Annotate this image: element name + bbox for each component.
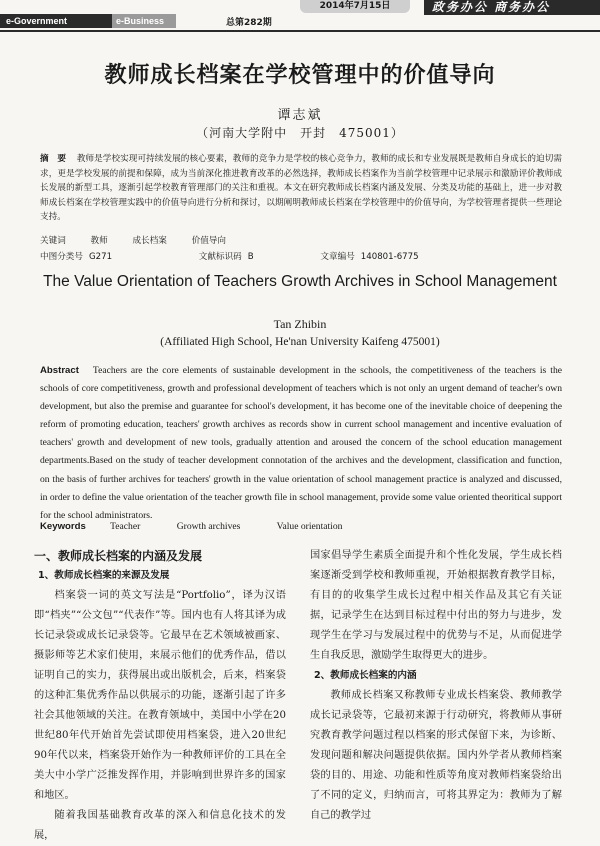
clc	[40, 250, 134, 262]
section-name: 政务办公 商务办公	[424, 0, 600, 15]
body-paragraph: 教师成长档案又称教师专业成长档案袋、教师教学成长记录袋等，它最初来源于行动研究，将教师从事研究教育教学问题过程以档案的形式保留下来，为诊断、发现问题和解决问题提供依据。国内外学者从教师档案袋的目的、用途、功能和性质等角度对教师档案袋给出了不同的定义，归纳而言，可将其界定为：教师为了解自己的教学过	[310, 690, 562, 821]
article-no-value: 140801-6775	[360, 252, 419, 262]
keywords-cn-label: 关键词	[40, 236, 66, 246]
keyword-cn: 价值导向	[191, 236, 226, 246]
keywords-cn	[40, 234, 248, 246]
affiliation-cn: （河南大学附中 开封 475001）	[196, 126, 404, 140]
header-rule	[0, 30, 600, 32]
body-paragraph: 档案袋一词的英文写法是“Portfolio”，译为汉语即“档夹”“公文包”“代表作”等。国内也有人将其译为成长记录袋或成长记录袋等。它最早在艺术领域被画家、摄影师等艺术家们使用，来展示他们的优秀作品，借以证明自己的实力，获得展出或出版机会，后来，档案袋的这种汇集优秀作品以供展示的功能，逐渐引起了许多社会其他领域的关注。在教育领域中，美国中小学在20世纪80年代开始首先尝试即使用档案袋，进入20世纪90年代以来，档案袋开始作为一种教师评价的工具在全美大中小学广泛推发挥作用，并影响到世界许多的国家和地区。	[34, 590, 286, 801]
body-paragraph: 国家倡导学生素质全面提升和个性化发展，学生成长档案逐渐受到学校和教师重视，开始根据教育教学目标，有目的的收集学生成长过程中相关作品及其它有关证据，记录学生在达到目标过程中付出的努力与进步，发现学生在学习与发展过程中的优势与不足，从而促进学生自我反思，激励学生取得更大的进步。	[310, 550, 562, 661]
keyword-en: Value orientation	[276, 521, 343, 532]
doc-code-label: 文献标识码	[198, 252, 242, 262]
keyword-cn: 成长档案	[132, 236, 167, 246]
clc-label: 中图分类号	[40, 252, 83, 262]
issue-number: 总第282期	[226, 18, 272, 28]
section-tag-secondary: e-Business	[112, 14, 176, 28]
body-paragraph: 随着我国基础教育改革的深入和信息化技术的发展，	[34, 810, 286, 841]
abstract-en	[40, 362, 562, 525]
author-en: Tan Zhibin	[273, 317, 327, 331]
section-heading: 一、教师成长档案的内涵及发展	[34, 549, 203, 563]
subsection-heading: 2、教师成长档案的内涵	[314, 670, 417, 681]
abstract-en-text: Teachers are the core elements of sustainable development in the schools, the competitiveness of the teachers is the schools of core competitiveness, growth and professional development of teachers which is not only an urgent demand of teacher's own development, but also the premise and guarantee for school's development, it has become one of the inevitable choice of deepening the reform of promoting education, teachers' growth archives as records show in current school management and incentive evaluation of teachers' growth and development of new tools, gradually attention and aroused the concern of the school education management departments.Based on the study of teacher development connotation of the archives and the development, classification and function, on the basis of further archives for teachers' growth in the value orientation of school management practice is analyzed and discussed, in order to define the value orientation of the teacher growth file in school management, provide some value oriented theoritical support for the school administrators.	[40, 365, 562, 521]
abstract-cn-label: 摘 要	[40, 154, 66, 164]
keyword-en: Teacher	[110, 521, 141, 532]
article-title-en: The Value Orientation of Teachers Growth Archives in School Management	[43, 273, 557, 290]
article-title-cn: 教师成长档案在学校管理中的价值导向	[104, 63, 496, 88]
body-column-right	[310, 546, 562, 826]
issue-date: 2014年7月15日	[300, 0, 410, 13]
keyword-cn: 教师	[90, 236, 108, 246]
author-cn: 谭志斌	[277, 108, 323, 123]
affiliation-en: (Affiliated High School, He'nan University Kaifeng 475001)	[160, 336, 440, 348]
clc-value: G271	[88, 252, 113, 262]
subsection-heading: 1、教师成长档案的来源及发展	[38, 570, 170, 581]
body-column-left	[34, 546, 286, 846]
abstract-en-label: Abstract	[40, 365, 79, 376]
doc-code-value: B	[247, 252, 254, 262]
doc-code	[199, 250, 276, 262]
keywords-en	[40, 521, 376, 532]
journal-header	[0, 0, 600, 34]
keyword-en: Growth archives	[176, 521, 241, 532]
keywords-en-label: Keywords	[40, 521, 86, 532]
article-no	[320, 250, 440, 262]
article-no-label: 文章编号	[320, 252, 355, 262]
abstract-cn	[40, 152, 562, 225]
section-tag: e-Government	[0, 14, 114, 28]
classification-row	[40, 250, 463, 262]
abstract-cn-text: 教师是学校实现可持续发展的核心要素，教师的竞争力是学校的核心竞争力，教师的成长和专业发展既是教师自身成长的迫切需求，更是学校发展的前提和保障，成为当前深化推进教育改革的必然选择，教师成长档案作为当前学校管理中记录展示和激励评价教师成长发展的新型工具，逐渐引起学校教育管理部门的关注和重视。本文在研究教师成长档案内涵及发展、分类及功能的基础上，进一步对教师成长档案在学校管理实践中的价值导向进行分析和探讨，以期阐明教师成长档案在学校管理中的价值导向，为学校管理者提供一些理论支持。	[40, 154, 562, 222]
